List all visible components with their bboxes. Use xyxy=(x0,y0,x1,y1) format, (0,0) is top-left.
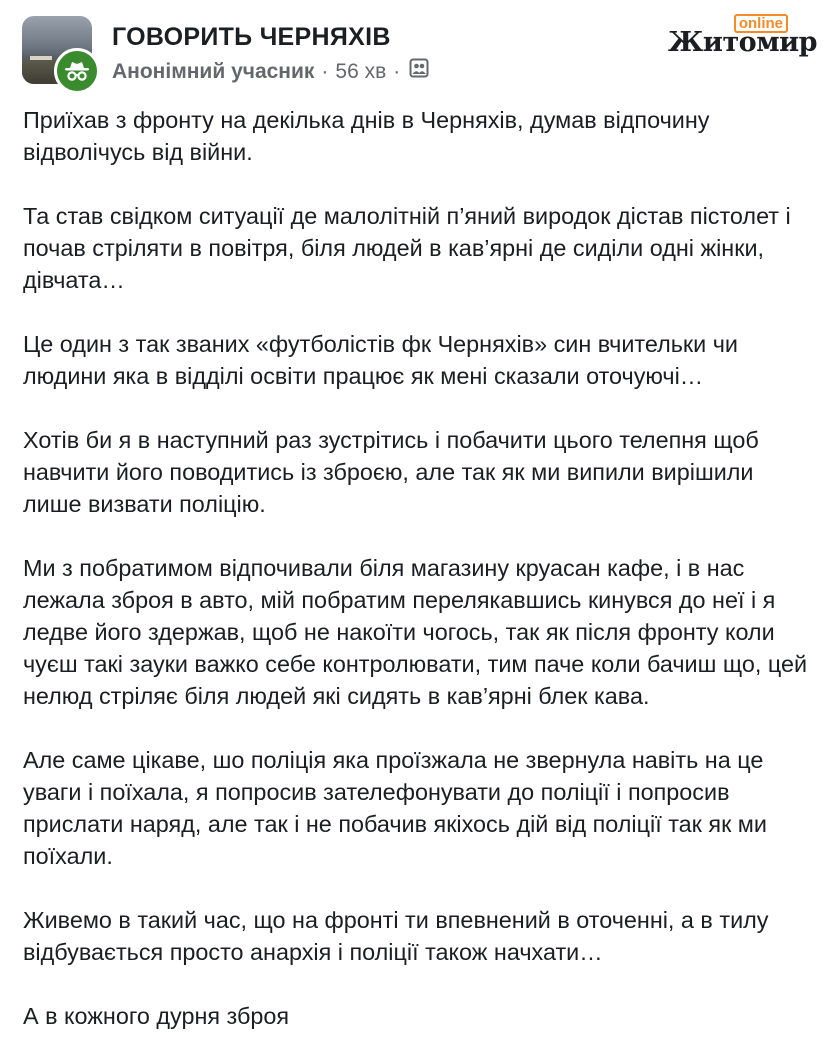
post-header xyxy=(22,16,429,85)
post-paragraph: Але саме цікаве, шо поліція яка проїзжала не звернула навіть на це уваги і поїхала, я попросив зателефонувати до поліції і попросив прислати наряд, але так і не побачив якіхось дій від поліції так як ми поїхали. xyxy=(23,747,767,869)
post-paragraph: А в кожного дурня зброя xyxy=(23,1003,290,1029)
meta-separator: · xyxy=(321,59,329,83)
watermark-name: Житомир xyxy=(668,27,818,58)
post-paragraph: Хотів би я в наступний раз зустрітись і побачити цього телепня щоб навчити його поводитись із зброєю, але так як ми випили вирішили лише визвати поліцію. xyxy=(23,427,759,517)
post-body xyxy=(23,104,813,1064)
anonymous-incognito-icon xyxy=(54,48,100,94)
watermark-online-label: online xyxy=(734,14,788,33)
group-avatar[interactable] xyxy=(22,16,92,84)
post-paragraph: Це один з так званих «футболістів фк Черняхів» син вчительки чи людини яка в відділі освіти працює як мені сказали оточуючі… xyxy=(23,331,738,389)
meta-separator: · xyxy=(393,59,401,83)
group-name-link[interactable]: ГОВОРИТЬ ЧЕРНЯХІВ xyxy=(112,23,391,51)
post-paragraph: Ми з побратимом відпочивали біля магазину круасан кафе, і в нас лежала зброя в авто, мій побратим перелякавшись кинувся до неї і я ледве його здержав, щоб не накоїти чогось, так як після фронту коли чуєш такі зауки важко себе контролювати, тим паче коли бачиш що, цей нелюд стріляє біля людей які сидять в кав’ярні блек кава. xyxy=(23,555,808,709)
author-name[interactable]: Анонімний учасник xyxy=(112,59,315,83)
header-text xyxy=(112,16,429,85)
watermark-logo xyxy=(668,14,818,60)
group-members-icon[interactable] xyxy=(409,58,429,85)
post-paragraph: Та став свідком ситуації де малолітній п’яний виродок дістав пістолет і почав стріляти в повітря, біля людей в кав’ярні де сиділи одні жінки, дівчата… xyxy=(23,203,791,293)
post-paragraph: Приїхав з фронту на декілька днів в Черняхів, думав відпочину відволічусь від війни. xyxy=(23,107,710,165)
post-time[interactable]: 56 хв xyxy=(335,59,387,83)
post-meta xyxy=(112,58,429,85)
post-paragraph: Живемо в такий час, що на фронті ти впевнений в оточенні, а в тилу відбувається просто анархія і поліції також начхати… xyxy=(23,907,769,965)
